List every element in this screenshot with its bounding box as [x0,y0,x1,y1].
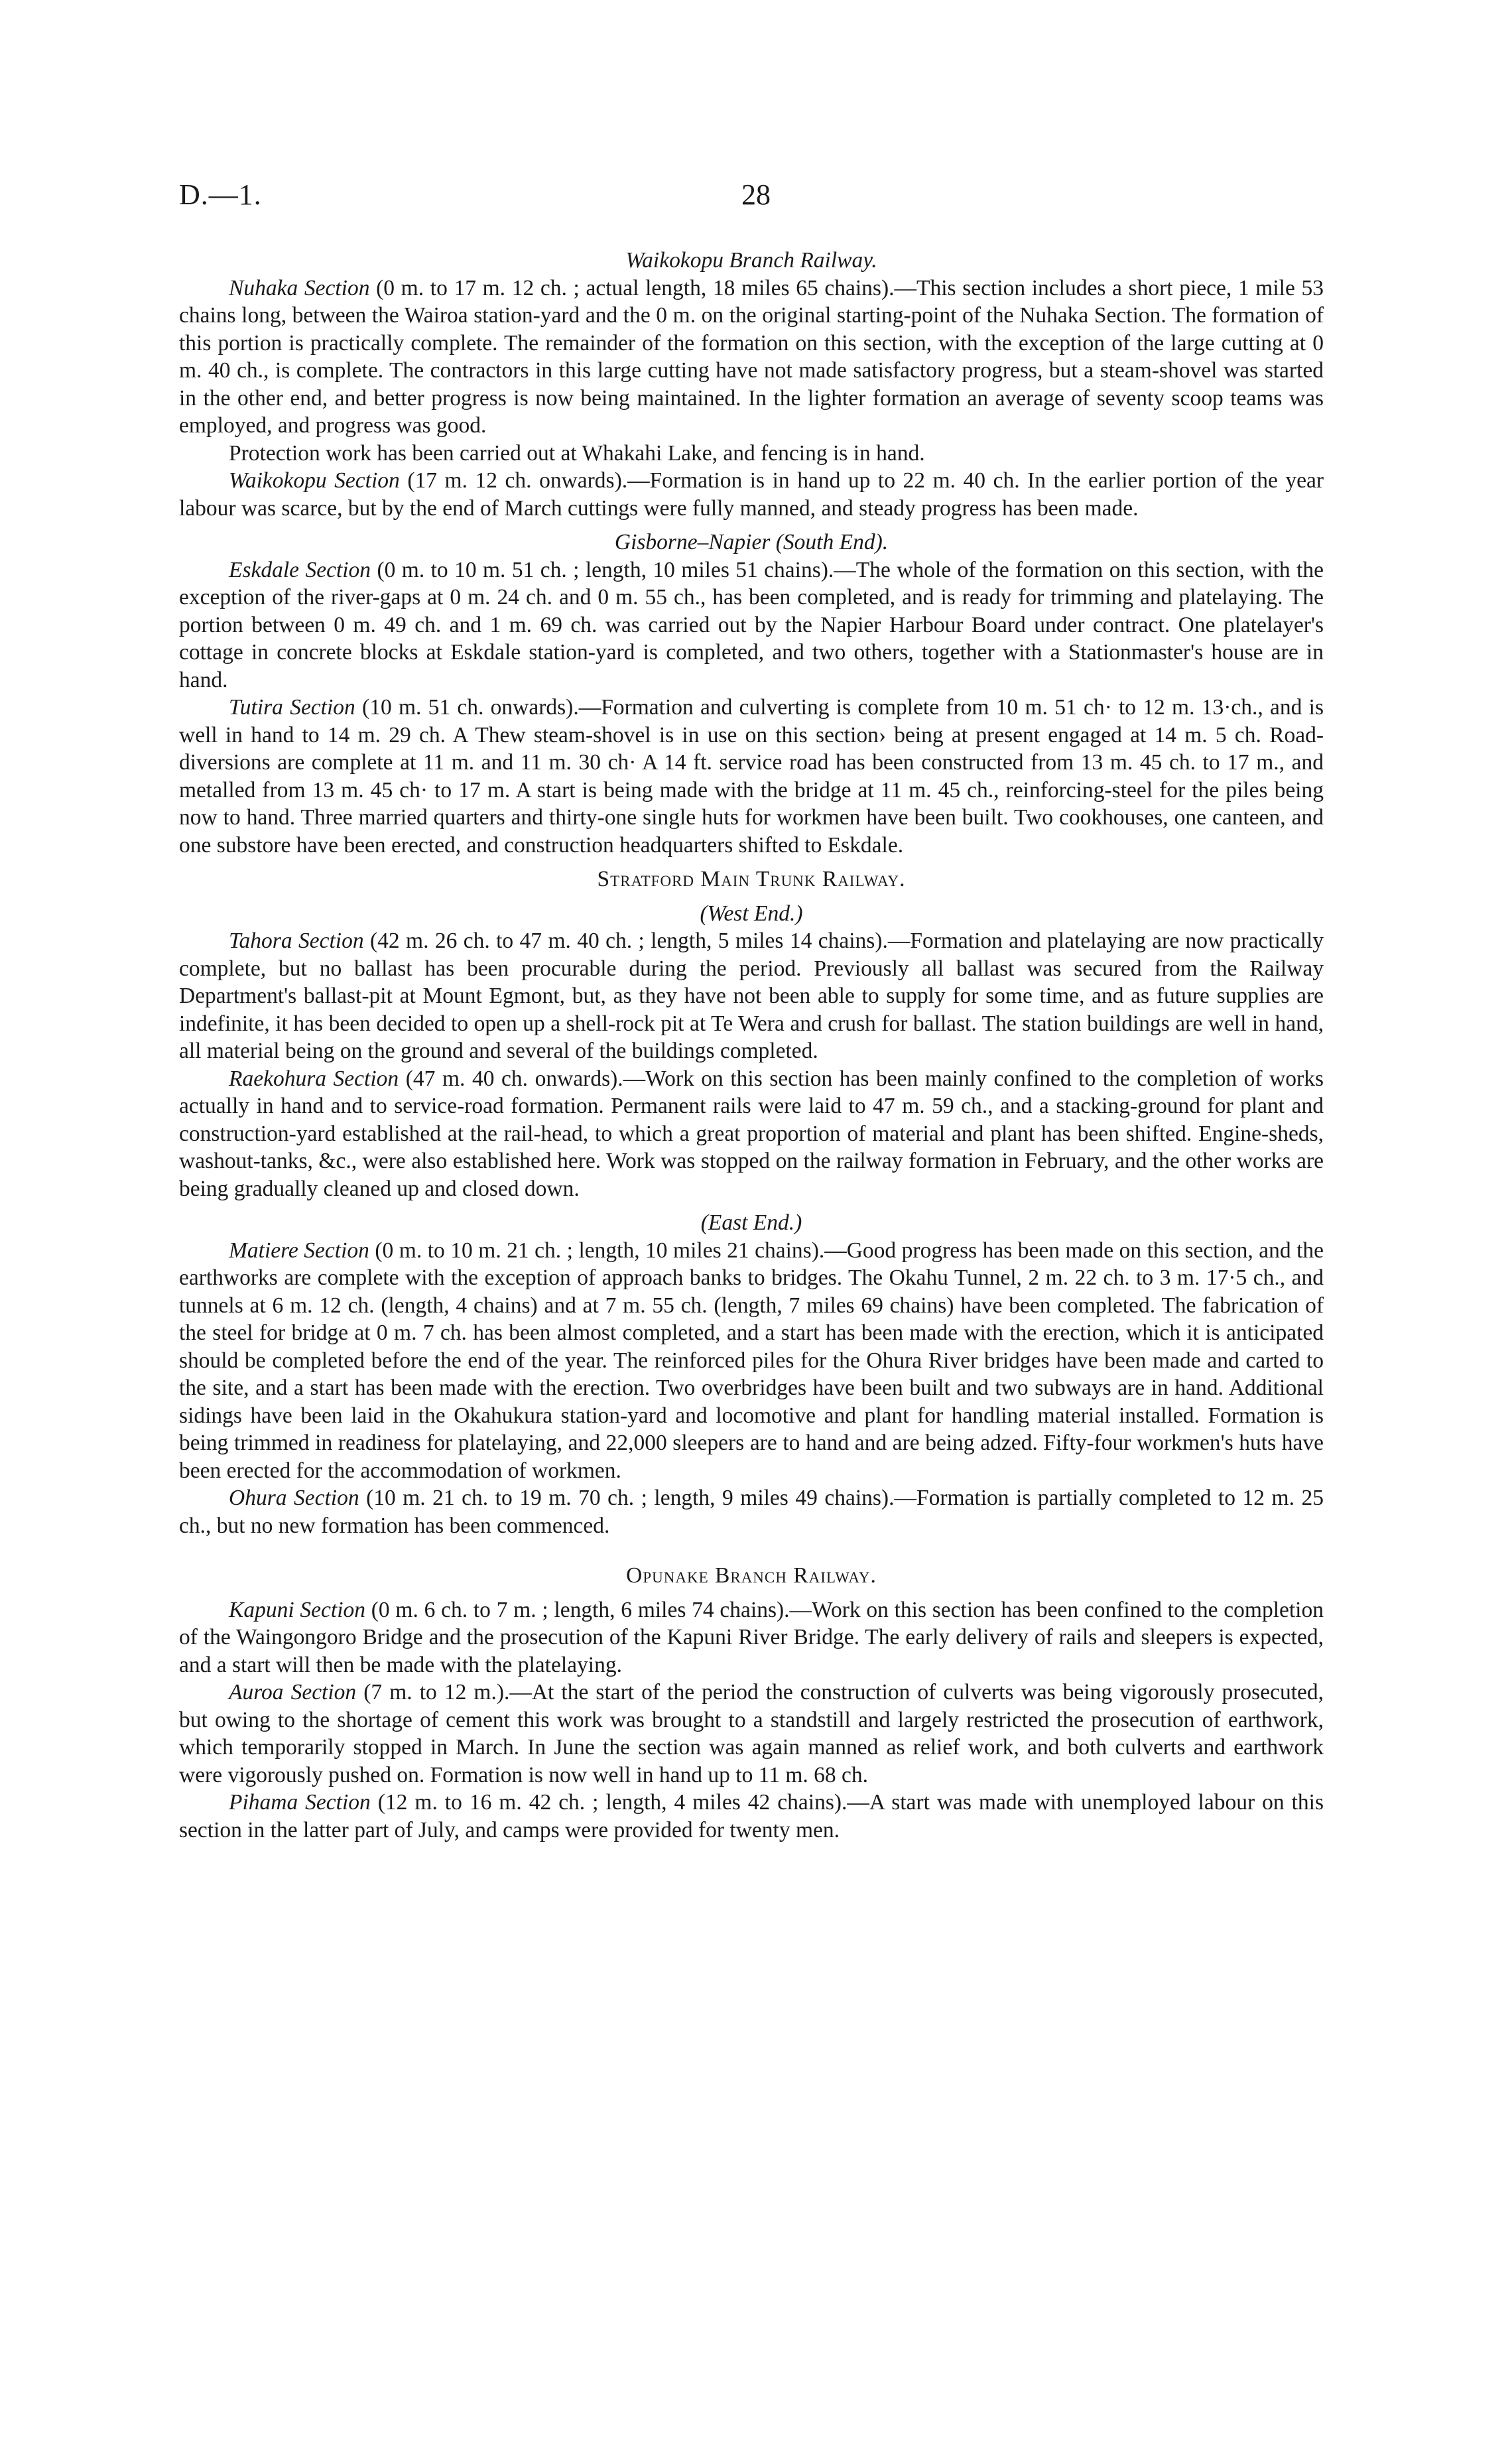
page-number: 28 [741,178,771,211]
section-name: Matiere Section [229,1238,369,1263]
document-body [179,247,1324,1844]
section-heading: (West End.) [700,901,803,926]
railway-title: Opunake Branch Railway. [626,1563,877,1588]
section-name: Eskdale Section [229,557,371,582]
paragraph-text: (0 m. 6 ch. to 7 m. ; length, 6 miles 74 chains).—Work on this section has been confined to the completion of the Waingongoro Bridge and the prosecution of the Kapuni River Bridge. The early delivery of rails and sleepers is expected, and a start will then be made with the platelaying. [179,1597,1324,1677]
railway-title: Stratford Main Trunk Railway. [597,867,906,891]
section-name: Kapuni Section [229,1597,366,1622]
paragraph-text: (42 m. 26 ch. to 47 m. 40 ch. ; length, 5 miles 14 chains).—Formation and platelaying are now practically complete, but no ballast has been procurable during the period. Previously all ballast was secured from the Railway Department's ballast-pit at Mount Egmont, but, as they have not been able to supply for some time, and as future supplies are indefinite, it has been decided to open up a shell-rock pit at Te Wera and crush for ballast. The station buildings are well in hand, all material being on the ground and several of the buildings completed. [179,929,1324,1063]
section-name: Nuhaka Section [229,275,370,300]
section-heading: (East End.) [700,1210,802,1235]
paragraph [179,1237,1324,1485]
section-name: Waikokopu Section [229,468,400,493]
paragraph [179,927,1324,1065]
paragraph [179,1484,1324,1539]
paragraph-text: Protection work has been carried out at Whakahi Lake, and fencing is in hand. [229,440,925,466]
section-name: Pihama Section [229,1790,371,1815]
document-reference: D.—1. [179,178,262,211]
paragraph-text: (10 m. 21 ch. to 19 m. 70 ch. ; length, 9 miles 49 chains).—Formation is partially completed to 12 m. 25 ch., but no new formation has been commenced. [179,1486,1324,1538]
paragraph-text: (7 m. to 12 m.).—At the start of the period the construction of culverts was being vigorously prosecuted, but owing to the shortage of cement this work was brought to a standstill and largely restricted the prosecution of earthwork, which temporarily stopped in March. In June the section was again manned as relief work, and both culverts and earthwork were vigorously pushed on. Formation is now well in hand up to 11 m. 68 ch. [179,1680,1324,1787]
section-heading: Gisborne–Napier (South End). [614,530,889,554]
paragraph-text: (0 m. to 10 m. 51 ch. ; length, 10 miles 51 chains).—The whole of the formation on this section, with the exception of the river-gaps at 0 m. 24 ch. and 0 m. 55 ch., has been completed, and is ready for trimming and platelaying. The portion between 0 m. 49 ch. and 1 m. 69 ch. was carried out by the Napier Harbour Board under contract. One platelayer's cottage in concrete blocks at Eskdale station-yard is completed, and two others, together with a Stationmaster's house are in hand. [179,557,1324,692]
paragraph [179,694,1324,859]
section-name: Ohura Section [229,1486,359,1510]
paragraph [179,1679,1324,1789]
paragraph [179,467,1324,522]
paragraph [179,1596,1324,1679]
section-heading: Waikokopu Branch Railway. [625,248,877,273]
paragraph [179,1789,1324,1844]
section-name: Raekohura Section [229,1066,399,1091]
section-name: Tutira Section [229,695,355,720]
paragraph [179,440,1324,468]
paragraph-text: (0 m. to 10 m. 21 ch. ; length, 10 miles 21 chains).—Good progress has been made on this section, and the earthworks are complete with the exception of approach banks to bridges. The Okahu Tunnel, 2 m. 22 ch. to 3 m. 17·5 ch., and tunnels at 6 m. 12 ch. (length, 4 chains) and at 7 m. 55 ch. (length, 7 miles 69 chains) have been completed. The fabrication of the steel for bridge at 0 m. 7 ch. has been almost completed, and a start has been made with the erection, which it is anticipated should be completed before the end of the year. The reinforced piles for the Ohura River bridges have been made and carted to the site, and a start has been made with the erection. Two overbridges have been built and two subways are in hand. Additional sidings have been laid in the Okahukura station-yard and locomotive and plant for handling material installed. Formation is being trimmed in readiness for platelaying, and 22,000 sleepers are to hand and are being adzed. Fifty-four workmen's huts have been erected for the accommodation of workmen. [179,1238,1324,1483]
paragraph-text: (47 m. 40 ch. onwards).—Work on this section has been mainly confined to the completion of works actually in hand and to service-road formation. Permanent rails were laid to 47 m. 59 ch., and a stacking-ground for plant and construction-yard established at the rail-head, to which a great proportion of material and plant has been shifted. Engine-sheds, washout-tanks, &c., were also established here. Work was stopped on the railway formation in February, and the other works are being gradually cleaned up and closed down. [179,1066,1324,1201]
paragraph-text: (12 m. to 16 m. 42 ch. ; length, 4 miles 42 chains).—A start was made with unemployed labour on this section in the latter part of July, and camps were provided for twenty men. [179,1790,1324,1842]
paragraph-text: (10 m. 51 ch. onwards).—Formation and culverting is complete from 10 m. 51 ch· to 12 m. 13·ch., and is well in hand to 14 m. 29 ch. A Thew steam-shovel is in use on this section› being at present engaged at 14 m. 5 ch. Road-diversions are complete at 11 m. and 11 m. 30 ch· A 14 ft. service road has been constructed from 13 m. 45 ch. to 17 m., and metalled from 13 m. 45 ch· to 17 m. A start is being made with the bridge at 11 m. 45 ch., reinforcing-steel for the piles being now to hand. Three married quarters and thirty-one single huts for workmen have been built. Two cookhouses, one canteen, and one substore have been erected, and construction headquarters shifted to Eskdale. [179,695,1324,858]
paragraph-text: (0 m. to 17 m. 12 ch. ; actual length, 18 miles 65 chains).—This section includes a short piece, 1 mile 53 chains long, between the Wairoa station-yard and the 0 m. on the original starting-point of the Nuhaka Section. The formation of this portion is practically complete. The remainder of the formation on this section, with the exception of the large cutting at 0 m. 40 ch., is complete. The contractors in this large cutting have not made satisfactory progress, but a steam-shovel was started in the other end, and better progress is now being maintained. In the lighter formation an average of seventy scoop teams was employed, and progress was good. [179,275,1324,438]
paragraph-text: (17 m. 12 ch. onwards).—Formation is in hand up to 22 m. 40 ch. In the earlier portion of the year labour was scarce, but by the end of March cuttings were fully manned, and steady progress has been made. [179,468,1324,521]
section-name: Tahora Section [229,929,364,953]
paragraph [179,275,1324,440]
page-header [179,178,1333,218]
paragraph [179,556,1324,694]
section-name: Auroa Section [229,1680,357,1704]
paragraph [179,1065,1324,1203]
